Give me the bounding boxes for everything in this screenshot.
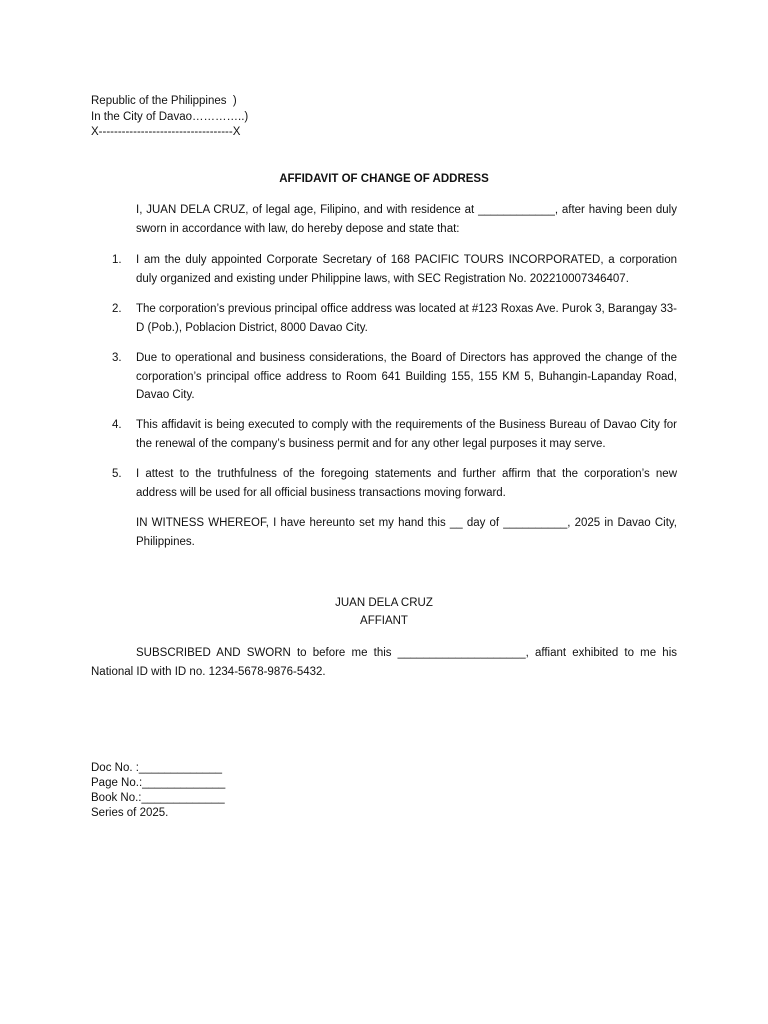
jurat-paragraph: SUBSCRIBED AND SWORN to before me this ____________________, affiant exhibited to me his National ID with ID no. 1234-5678-9876-5432. [91, 647, 677, 678]
doc-number: Doc No. :_____________ [91, 762, 223, 774]
affiant-name: JUAN DELA CRUZ [335, 597, 433, 609]
page-number: Page No.:_____________ [91, 777, 226, 789]
caption-divider: X-----------------------------------X [91, 126, 241, 138]
document-title: AFFIDAVIT OF CHANGE OF ADDRESS [279, 173, 489, 185]
witness-paragraph: IN WITNESS WHEREOF, I have hereunto set my hand this __ day of __________, 2025 in Davao City, Philippines. [136, 517, 677, 548]
caption-republic: Republic of the Philippines ) [91, 95, 237, 107]
item-number: 1. [112, 254, 122, 266]
item-text: I am the duly appointed Corporate Secretary of 168 PACIFIC TOURS INCORPORATED, a corporation duly organized and existing under Philippine laws, with SEC Registration No. 202210007346407. [136, 254, 677, 285]
caption-city: In the City of Davao…………..) [91, 111, 249, 123]
item-text: Due to operational and business considerations, the Board of Directors has approved the change of the corporation’s principal office address to Room 641 Building 155, 155 KM 5, Buhangin-Lapanday Road, Davao City. [136, 352, 677, 401]
item-number: 3. [112, 352, 122, 364]
item-number: 2. [112, 303, 122, 315]
item-text: I attest to the truthfulness of the foregoing statements and further affirm that the corporation’s new address will be used for all official business transactions moving forward. [136, 468, 677, 499]
series-year: Series of 2025. [91, 807, 169, 819]
item-number: 5. [112, 468, 122, 480]
item-text: The corporation’s previous principal office address was located at #123 Roxas Ave. Purok 3, Barangay 33-D (Pob.), Poblacion District, 8000 Davao City. [136, 303, 677, 334]
item-number: 4. [112, 419, 122, 431]
intro-paragraph: I, JUAN DELA CRUZ, of legal age, Filipino, and with residence at ____________, after having been duly sworn in accordance with law, do hereby depose and state that: [136, 204, 677, 235]
item-text: This affidavit is being executed to comply with the requirements of the Business Bureau of Davao City for the renewal of the company’s business permit and for any other legal purposes it may serve. [136, 419, 677, 450]
book-number: Book No.:_____________ [91, 792, 225, 804]
affiant-role: AFFIANT [360, 615, 408, 627]
